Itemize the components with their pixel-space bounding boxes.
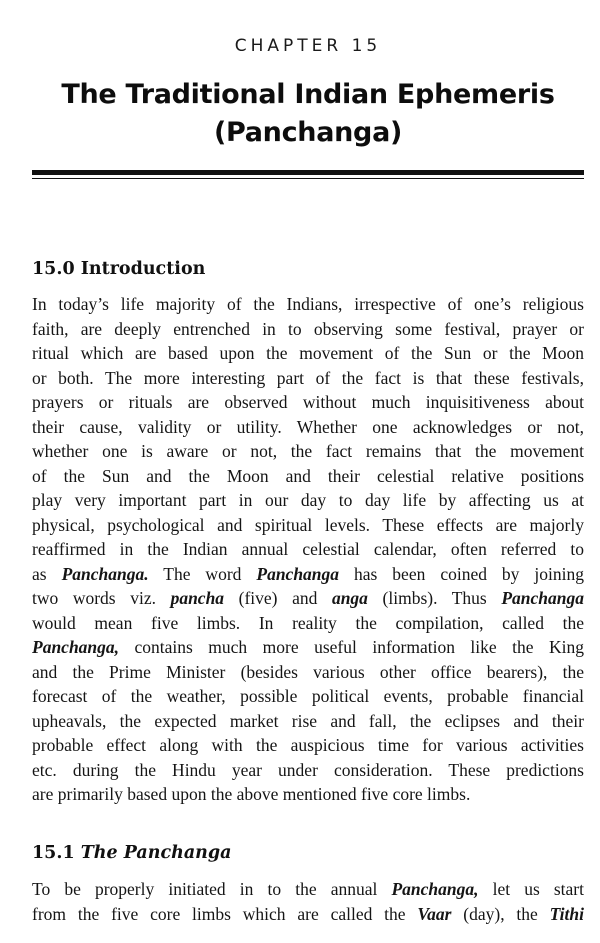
text-run: (limbs). Thus [367, 588, 502, 608]
term-panchanga: Panchanga. [61, 563, 149, 584]
paragraph-line: would mean five limbs. In reality the compilation, called the [32, 612, 584, 633]
paragraph-line: etc. during the Hindu year under consideration. These predictions [32, 759, 584, 780]
term-panchanga: Panchanga [501, 588, 584, 608]
book-page [32, 0, 584, 943]
text-run: (five) and [224, 588, 332, 608]
text-run: has been coined by joining [339, 563, 584, 584]
section-title: The Panchanga [80, 843, 232, 863]
text-run: To be properly initiated in to the annual [32, 879, 392, 899]
term-pancha: pancha [170, 588, 225, 608]
paragraph-line: are primarily based upon the above mentioned five core limbs. [32, 784, 471, 804]
text-run: from the five core limbs which are called the [32, 903, 418, 924]
chapter-title-line-2: (Panchanga) [213, 117, 403, 148]
chapter-label: CHAPTER 15 [234, 36, 382, 56]
paragraph-line: of the Sun and the Moon and their celestial relative positions [32, 465, 584, 486]
paragraph-line: reaffirmed in the Indian annual celestial calendar, often referred to [32, 539, 584, 559]
paragraph-line: In today’s life majority of the Indians, irrespective of one’s religious [32, 294, 584, 314]
paragraph-line: forecast of the weather, possible political events, probable financial [32, 686, 584, 706]
term-panchanga: Panchanga [256, 563, 340, 584]
paragraph-line [32, 586, 584, 611]
paragraph-line: and the Prime Minister (besides various other office bearers), the [32, 661, 584, 682]
chapter-title-line-1: The Traditional Indian Ephemeris [61, 79, 555, 110]
paragraph-line: faith, are deeply entrenched in to observing some festival, prayer or [32, 318, 584, 339]
paragraph-line [32, 562, 584, 587]
paragraph-line: play very important part in our day to day life by affecting us at [32, 490, 584, 510]
term-tithi: Tithi [549, 903, 584, 924]
term-panchanga: Panchanga, [391, 879, 479, 899]
paragraph-line [32, 877, 584, 902]
title-rule-thin [32, 178, 584, 179]
title-rule-thick [32, 170, 584, 175]
paragraph-line: prayers or rituals are observed without much inquisitiveness about [32, 392, 584, 412]
paragraph-line: whether one is aware or not, the fact remains that the movement [32, 441, 584, 461]
paragraph-line: physical, psychological and spiritual levels. These effects are majorly [32, 514, 584, 535]
paragraph-line: ritual which are based upon the movement of the Sun or the Moon [32, 343, 584, 363]
text-run: two words viz. [32, 588, 171, 608]
section-heading-panchanga [32, 843, 231, 863]
paragraph-line: their cause, validity or utility. Whether one acknowledges or not, [32, 416, 584, 437]
section-number: 15.1 [32, 843, 81, 863]
paragraph-line: or both. The more interesting part of the fact is that these festivals, [32, 367, 584, 388]
panchanga-paragraph [32, 877, 584, 926]
introduction-paragraph [32, 292, 584, 807]
paragraph-line [32, 902, 584, 927]
text-run: let us start [478, 879, 584, 899]
text-run: (day), the [451, 903, 550, 924]
chapter-title [32, 76, 584, 152]
paragraph-line: upheavals, the expected market rise and fall, the eclipses and their [32, 710, 584, 731]
paragraph-line [32, 635, 584, 660]
section-heading-introduction: 15.0 Introduction [32, 259, 206, 279]
text-run: contains much more useful information like the King [119, 637, 584, 657]
term-panchanga: Panchanga, [32, 637, 120, 657]
text-run: The word [148, 563, 257, 584]
term-vaar: Vaar [417, 903, 452, 924]
term-anga: anga [331, 588, 368, 608]
paragraph-line: probable effect along with the auspicious time for various activities [32, 735, 584, 755]
text-run: as [32, 563, 62, 584]
